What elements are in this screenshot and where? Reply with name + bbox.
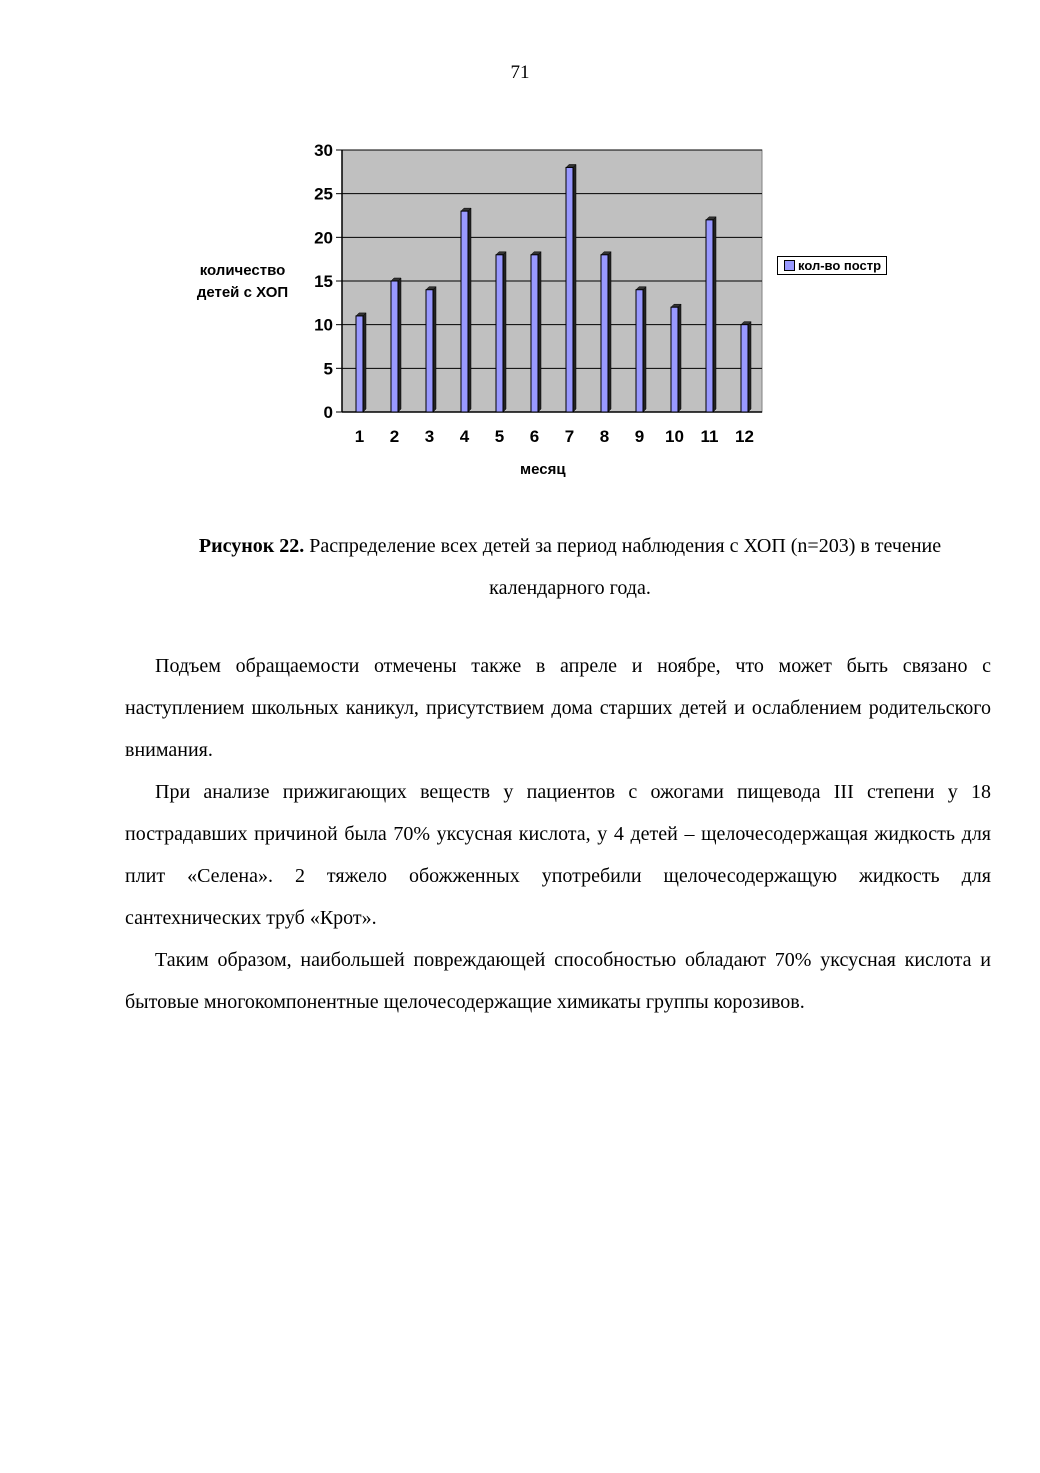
- paragraph: При анализе прижигающих веществ у пациентов с ожогами пищевода III степени у 18 пострадавших причиной была 70% уксусная кислота, у 4 детей – щелочесодержащая жидкость для плит «Селена». 2 тяжело обожженных употребили щелочесодержащую жидкость для сантехнических труб «Крот».: [125, 781, 991, 929]
- bar: [531, 255, 538, 412]
- body-text: [125, 645, 991, 1023]
- x-tick-label: 12: [735, 427, 754, 446]
- x-tick-label: 7: [564, 427, 575, 446]
- caption-label: Рисунок 22.: [198, 535, 305, 557]
- y-tick-label: 15: [314, 272, 333, 291]
- x-tick-label: 8: [599, 427, 610, 446]
- y-tick-label: 20: [314, 228, 333, 248]
- x-tick-label: 3: [424, 427, 435, 446]
- legend-label: кол-во постр: [798, 258, 882, 273]
- bar: [461, 211, 468, 412]
- bar: [356, 316, 363, 412]
- bar: [426, 290, 433, 412]
- page-number: 71: [510, 62, 530, 83]
- x-tick-label: 9: [634, 427, 645, 446]
- chart-legend: [777, 256, 887, 275]
- legend-swatch: [784, 260, 795, 271]
- bar: [741, 325, 748, 412]
- bar-chart: [180, 138, 910, 488]
- x-tick-label: 1: [354, 427, 365, 446]
- bar: [601, 255, 608, 412]
- x-tick-label: 5: [494, 427, 505, 446]
- bar: [671, 307, 678, 412]
- paragraph: Подъем обращаемости отмечены также в апреле и ноябре, что может быть связано с наступлением школьных каникул, присутствием дома старших детей и ослаблением родительского внимания.: [125, 655, 991, 761]
- y-tick-label: 10: [314, 315, 333, 335]
- bar: [706, 220, 713, 412]
- x-tick-label: 6: [529, 427, 540, 446]
- bar: [566, 167, 573, 412]
- y-tick-label: 25: [314, 184, 333, 204]
- x-tick-label: 11: [700, 427, 719, 446]
- paragraph: Таким образом, наибольшей повреждающей способностью обладают 70% уксусная кислота и бытовые многокомпонентные щелочесодержащие химикаты группы корозивов.: [125, 949, 991, 1013]
- x-tick-label: 10: [665, 427, 684, 446]
- x-tick-label: 2: [389, 427, 400, 446]
- y-tick-label: 5: [323, 359, 333, 379]
- y-axis-label: количество детей с ХОП: [196, 262, 289, 301]
- bar: [496, 255, 503, 412]
- chart-svg: [180, 138, 910, 488]
- y-tick-label: 30: [314, 141, 333, 160]
- bar: [636, 290, 643, 412]
- figure-caption: [140, 525, 1000, 609]
- x-axis-label: месяц: [520, 461, 566, 478]
- bar: [391, 281, 398, 412]
- x-tick-label: 4: [459, 427, 470, 446]
- caption-text: Распределение всех детей за период наблюдения с ХОП (n=203) в течение календарного года.: [304, 535, 942, 599]
- y-tick-label: 0: [323, 403, 333, 422]
